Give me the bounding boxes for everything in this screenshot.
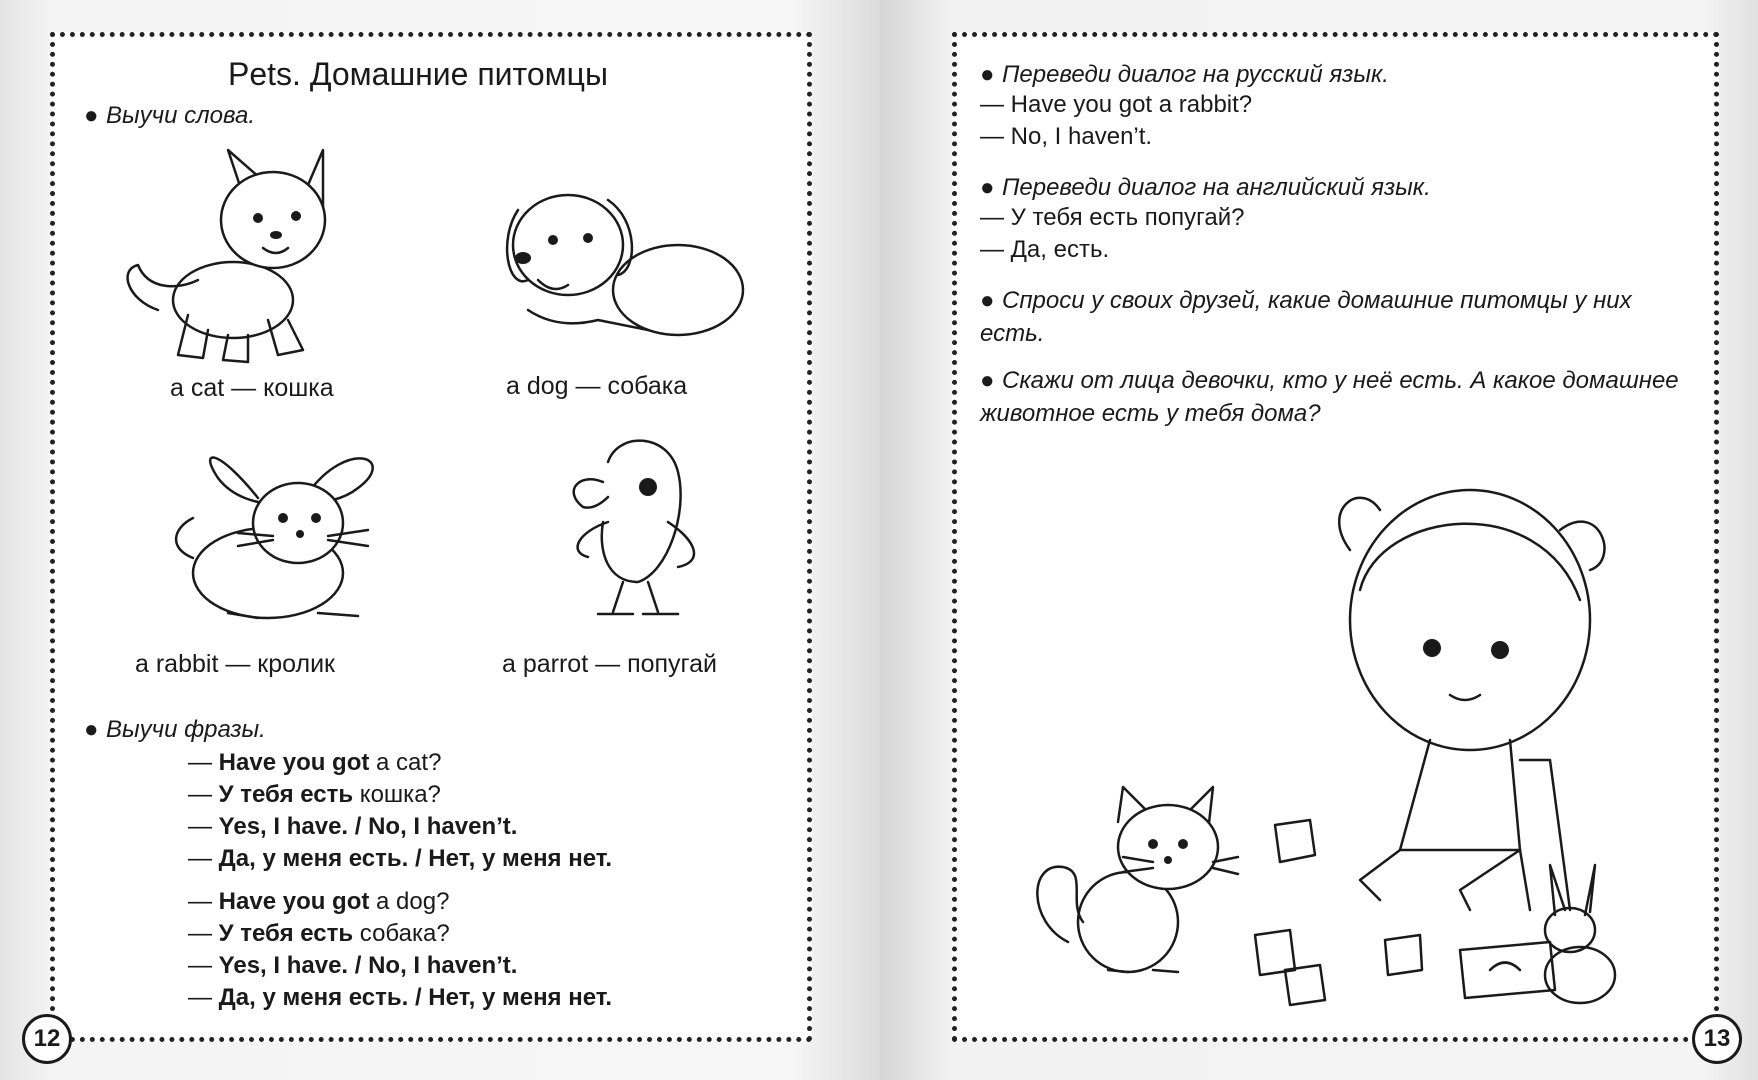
- phrase-line: — Yes, I have. / No, I haven’t.: [188, 813, 518, 840]
- phrase-line: — Да, у меня есть. / Нет, у меня нет.: [188, 984, 613, 1011]
- page-number-left: 12: [22, 1014, 72, 1064]
- bullet-icon: ●: [84, 102, 99, 129]
- phrase-line: — Yes, I have. / No, I haven’t.: [188, 952, 518, 979]
- word-caption-dog: a dog — собака: [506, 372, 688, 400]
- learn-phrases-heading: ● Выучи фразы.: [84, 716, 266, 743]
- bullet-icon: ●: [980, 287, 995, 314]
- task-translate-to-russian: ● Переведи диалог на русский язык.: [980, 58, 1680, 91]
- dog-illustration: [498, 180, 748, 350]
- phrase-line: — У тебя есть собака?: [188, 920, 450, 947]
- word-caption-cat: a cat — кошка: [170, 374, 334, 402]
- phrase-line: — Да, у меня есть. / Нет, у меня нет.: [188, 845, 613, 872]
- bullet-icon: ●: [980, 61, 995, 88]
- dialog1-line: — Have you got a rabbit?: [980, 91, 1253, 118]
- phrase-line: — Have you got a cat?: [188, 749, 442, 776]
- parrot-illustration: [558, 432, 708, 622]
- bullet-icon: ●: [980, 174, 995, 201]
- learn-words-heading: ● Выучи слова.: [84, 102, 256, 129]
- cat-right-illustration: [1028, 782, 1238, 982]
- rabbit-illustration: [158, 438, 398, 628]
- page-number-right: 13: [1692, 1014, 1742, 1064]
- dialog2-line: — Да, есть.: [980, 236, 1110, 263]
- task-speak-as-girl: ● Скажи от лица девочки, кто у неё есть. А какое домашнее животное есть у тебя дома?: [980, 364, 1680, 430]
- phrase-line: — У тебя есть кошка?: [188, 781, 441, 808]
- toy-blocks-illustration: [1250, 820, 1750, 1010]
- page-title: Pets. Домашние питомцы: [228, 56, 608, 92]
- phrase-line: — Have you got a dog?: [188, 888, 450, 915]
- bullet-icon: ●: [980, 367, 995, 394]
- task-translate-to-english: ● Переведи диалог на английский язык.: [980, 171, 1680, 204]
- word-caption-rabbit: a rabbit — кролик: [135, 650, 335, 678]
- bullet-icon: ●: [84, 716, 99, 743]
- cat-illustration: [118, 140, 328, 370]
- task-ask-friends: ● Спроси у своих друзей, какие домашние питомцы у них есть.: [980, 284, 1680, 350]
- word-caption-parrot: a parrot — попугай: [502, 650, 717, 678]
- dialog1-line: — No, I haven’t.: [980, 123, 1153, 150]
- dialog2-line: — У тебя есть попугай?: [980, 204, 1245, 231]
